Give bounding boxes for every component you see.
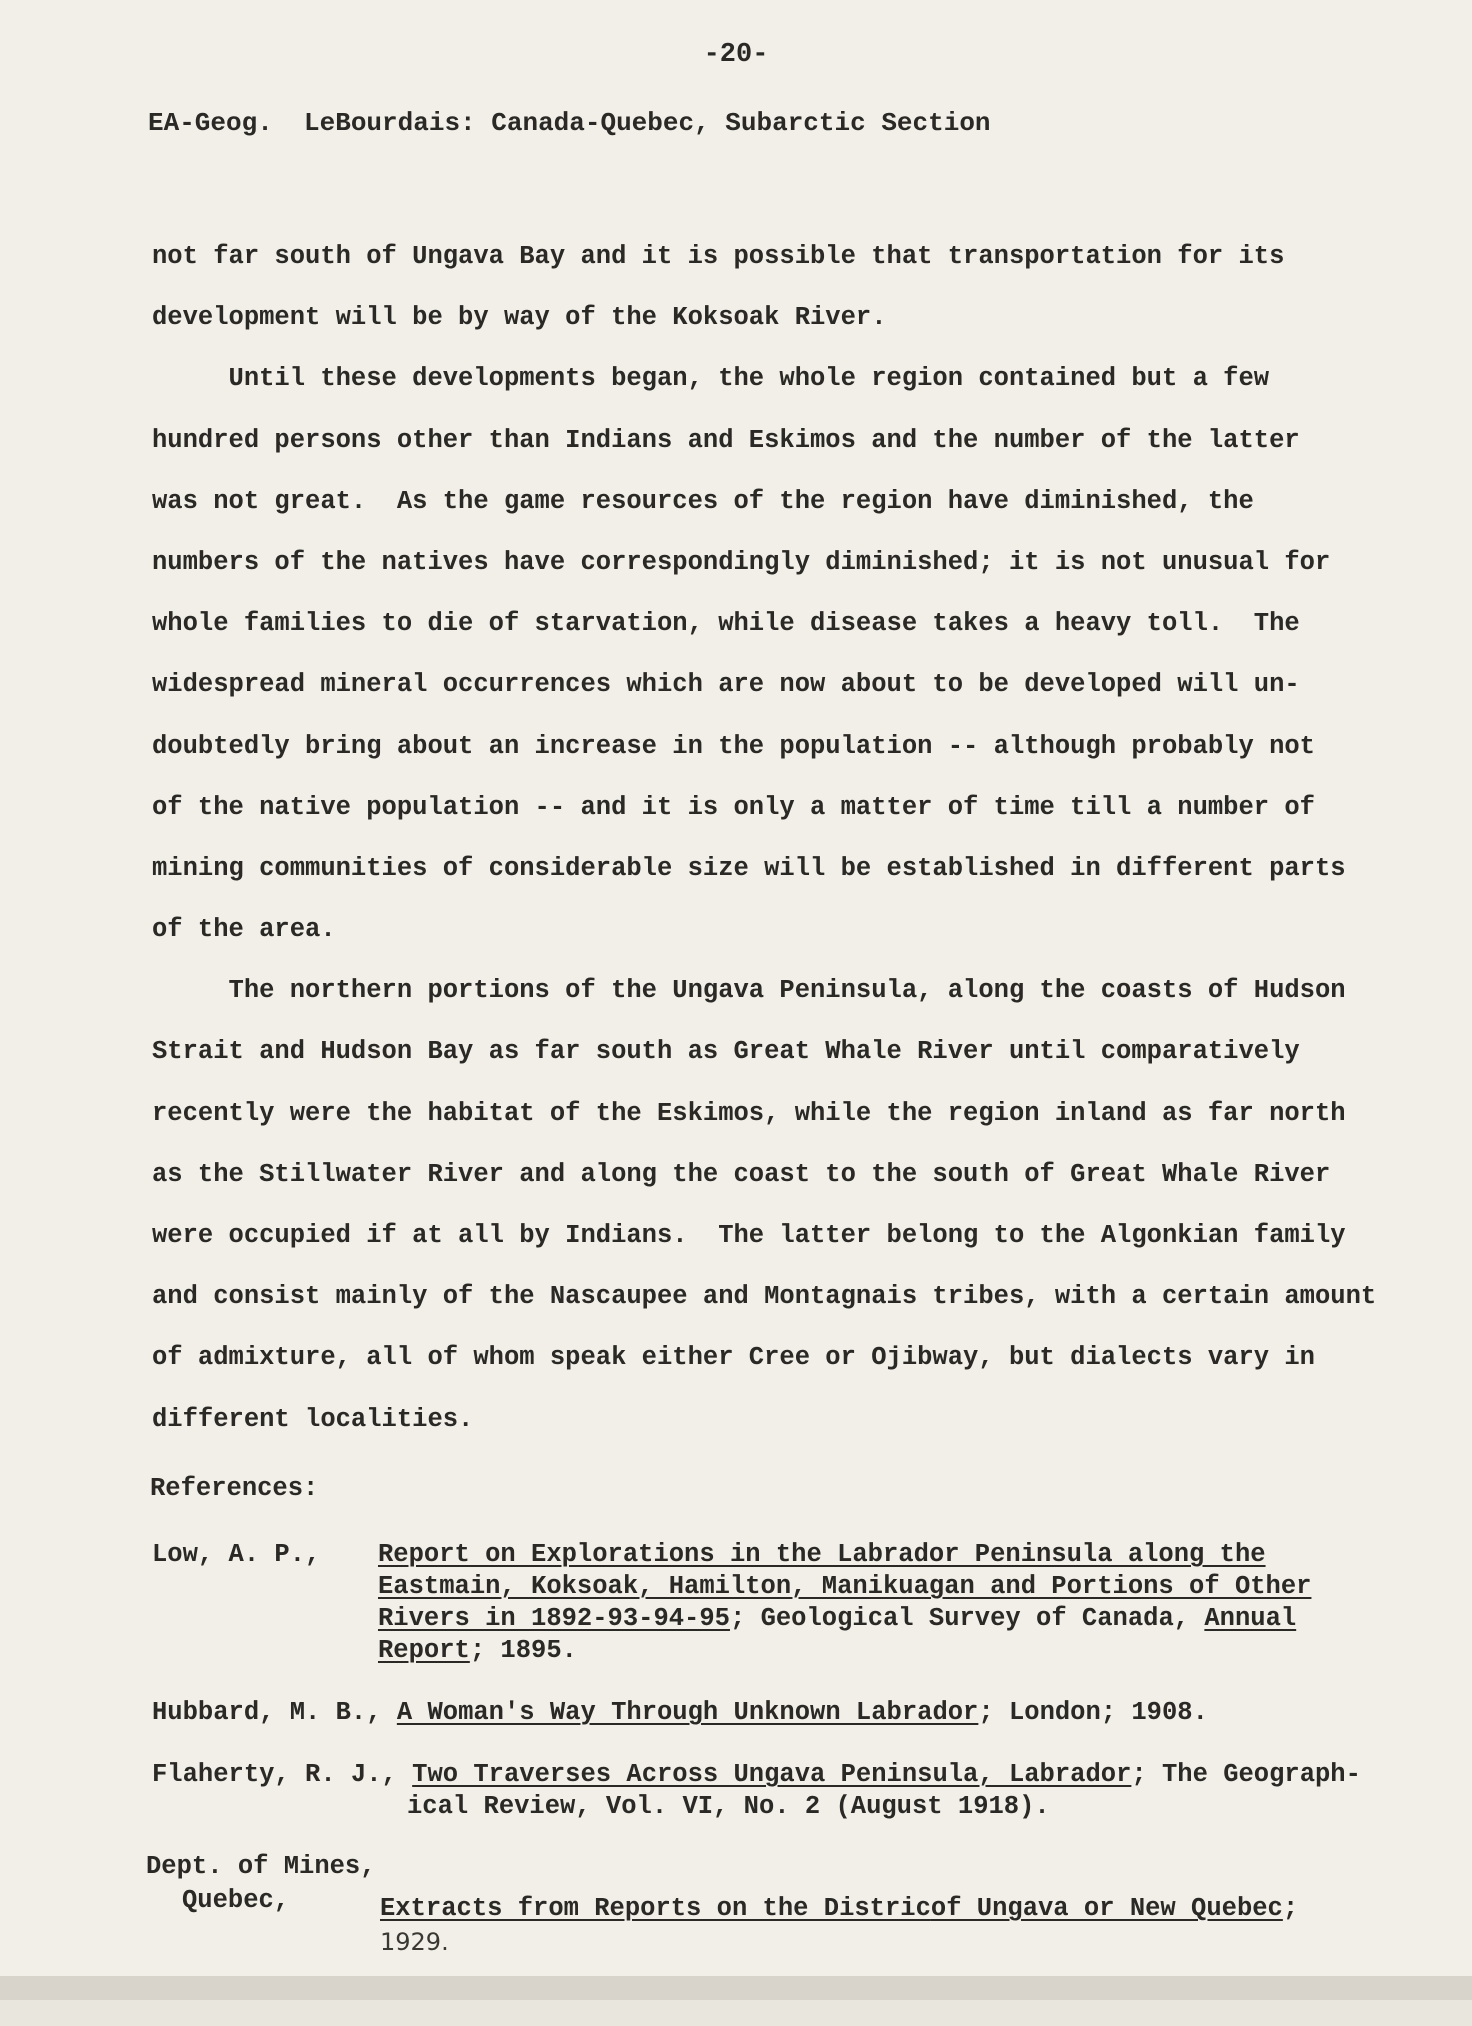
reference-year: ; 1895. (469, 1636, 577, 1665)
body-line: recently were the habitat of the Eskimos, while the region inland as far north (152, 1098, 1346, 1128)
reference-year-handwritten: 1929. (380, 1928, 449, 1956)
body-line: numbers of the natives have correspondingly diminished; it is not unusual for (152, 547, 1331, 577)
reference-author: Flaherty, R. J., (152, 1760, 397, 1789)
body-line: was not great. As the game resources of the region have diminished, the (152, 486, 1254, 516)
body-line: Strait and Hudson Bay as far south as Great Whale River until comparatively (152, 1037, 1300, 1067)
reference-publisher: ; Geological Survey of Canada, (729, 1604, 1205, 1633)
reference-title: of Ungava or New Quebec (930, 1894, 1283, 1923)
reference-author: Low, A. P., (152, 1540, 321, 1569)
body-line: and consist mainly of the Nascaupee and Montagnais tribes, with a certain amount (152, 1282, 1377, 1312)
body-line: doubtedly bring about an increase in the population -- although probably not (152, 731, 1315, 761)
body-line: as the Stillwater River and along the coast to the south of Great Whale River (152, 1159, 1331, 1189)
reference-publisher: ; London; 1908. (978, 1698, 1208, 1727)
page-bottom-edge (0, 1976, 1472, 2000)
body-line: widespread mineral occurrences which are now about to be developed will un- (152, 670, 1300, 700)
document-header: EA-Geog. LeBourdais: Canada-Quebec, Subarctic Section (148, 108, 991, 138)
reference-author: Dept. of Mines, (146, 1852, 376, 1881)
reference-title: Extracts from Reports on the Distric (380, 1894, 931, 1923)
reference-title: A Woman's Way Through Unknown Labrador (396, 1698, 979, 1727)
reference-title: Two Traverses Across Ungava Peninsula, Labrador (412, 1760, 1132, 1789)
reference-line: ical Review, Vol. VI, No. 2 (August 1918). (407, 1792, 1050, 1821)
body-line: Until these developments began, the whole region contained but a few (152, 364, 1270, 394)
body-line: different localities. (152, 1404, 474, 1434)
body-line: of the native population -- and it is only a matter of time till a number of (152, 792, 1315, 822)
reference-title-line: Report on Explorations in the Labrador Peninsula along the (378, 1540, 1266, 1569)
reference-publisher: ; The Geograph- (1131, 1760, 1361, 1789)
body-line: of admixture, all of whom speak either Cree or Ojibway, but dialects vary in (152, 1343, 1315, 1373)
reference-publisher: ; (1282, 1894, 1299, 1923)
reference-publisher-underlined: Annual (1204, 1604, 1297, 1633)
body-line: of the area. (152, 915, 336, 945)
reference-title-part: Rivers in 1892-93-94-95 (378, 1604, 730, 1633)
reference-title-line (378, 1636, 577, 1665)
body-line: development will be by way of the Koksoak River. (152, 303, 887, 333)
body-line: whole families to die of starvation, while disease takes a heavy toll. The (152, 609, 1300, 639)
page-number: -20- (703, 40, 769, 70)
reference-line (380, 1894, 1298, 1923)
reference-title-line: Eastmain, Koksoak, Hamilton, Manikuagan and Portions of Other (378, 1572, 1312, 1601)
reference-line (152, 1760, 1361, 1789)
body-line: mining communities of considerable size will be established in different parts (152, 853, 1346, 883)
reference-publisher-underlined: Report (378, 1636, 470, 1665)
body-text (152, 226, 1377, 1450)
body-line: were occupied if at all by Indians. The latter belong to the Algonkian family (152, 1221, 1346, 1250)
body-line: The northern portions of the Ungava Peninsula, along the coasts of Hudson (152, 976, 1346, 1006)
reference-author: Quebec, (182, 1886, 290, 1915)
reference-author: Hubbard, M. B., (152, 1698, 382, 1727)
references-heading: References: (150, 1474, 319, 1503)
body-line: hundred persons other than Indians and Eskimos and the number of the latter (152, 425, 1300, 455)
reference-line (152, 1698, 1208, 1727)
reference-title-line (378, 1604, 1296, 1633)
body-line: not far south of Ungava Bay and it is possible that transportation for its (152, 242, 1285, 271)
